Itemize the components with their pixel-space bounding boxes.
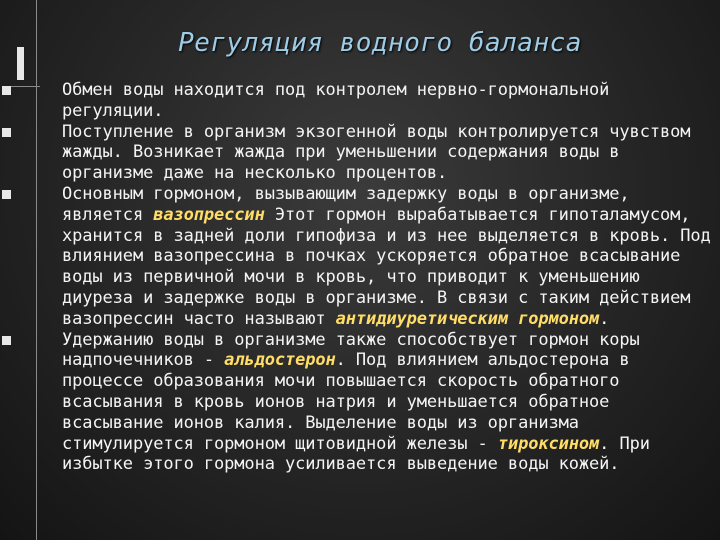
term-antidiuretic-hormone: антидиуретическим гормоном	[335, 308, 600, 329]
bullet-text: . При избытке этого гормона усиливается выведение воды кожей.	[62, 433, 650, 475]
bullet-text: Этот гормон вырабатывается гипоталамусом, хранится в задней доли гипофиза и из нее выделяется в кровь. Под влиянием вазопрессина в почках ускоряется обратное всасывание воды из первичной мочи в кровь, что приводит к уменьшению диуреза и задержке воды в организме. В связи с таким действием вазопрессин часто называют	[62, 204, 711, 329]
bullet-text: Основным гормоном, вызывающим задержку воды в организме, является	[62, 183, 630, 225]
decorative-bar-bottom	[17, 60, 24, 80]
bullet-item-2	[0, 122, 715, 184]
bullet-list	[0, 80, 715, 475]
bullet-text: Удержанию воды в организме также способствует гормон коры надпочечников -	[62, 329, 640, 371]
term-thyroxine: тироксином	[497, 433, 600, 454]
term-vasopressin: вазопрессин	[153, 204, 265, 225]
bullet-text: Обмен воды находится под контролем нервно-гормональной регуляции.	[62, 80, 610, 121]
bullet-item-4	[0, 330, 715, 476]
bullet-square-icon	[2, 190, 11, 199]
bullet-text: Поступление в организм экзогенной воды контролируется чувством жажды. Возникает жажда при уменьшении содержания воды в организме даже на несколько процентов.	[62, 121, 691, 184]
term-aldosterone: альдостерон	[224, 350, 336, 371]
bullet-item-3	[0, 184, 715, 330]
bullet-square-icon	[2, 128, 11, 137]
bullet-item-1	[0, 80, 715, 122]
bullet-text: . Под влиянием альдостерона в процессе образования мочи повышается скорость обратного всасывания в кровь ионов натрия и уменьшается обратное всасывание ионов калия. Выделение воды из организма стимулируется гормоном щитовидной железы -	[62, 350, 630, 454]
bullet-square-icon	[2, 86, 11, 95]
slide-title: Регуляция водного баланса	[178, 28, 582, 58]
bullet-text: .	[599, 308, 610, 329]
bullet-square-icon	[2, 336, 11, 345]
